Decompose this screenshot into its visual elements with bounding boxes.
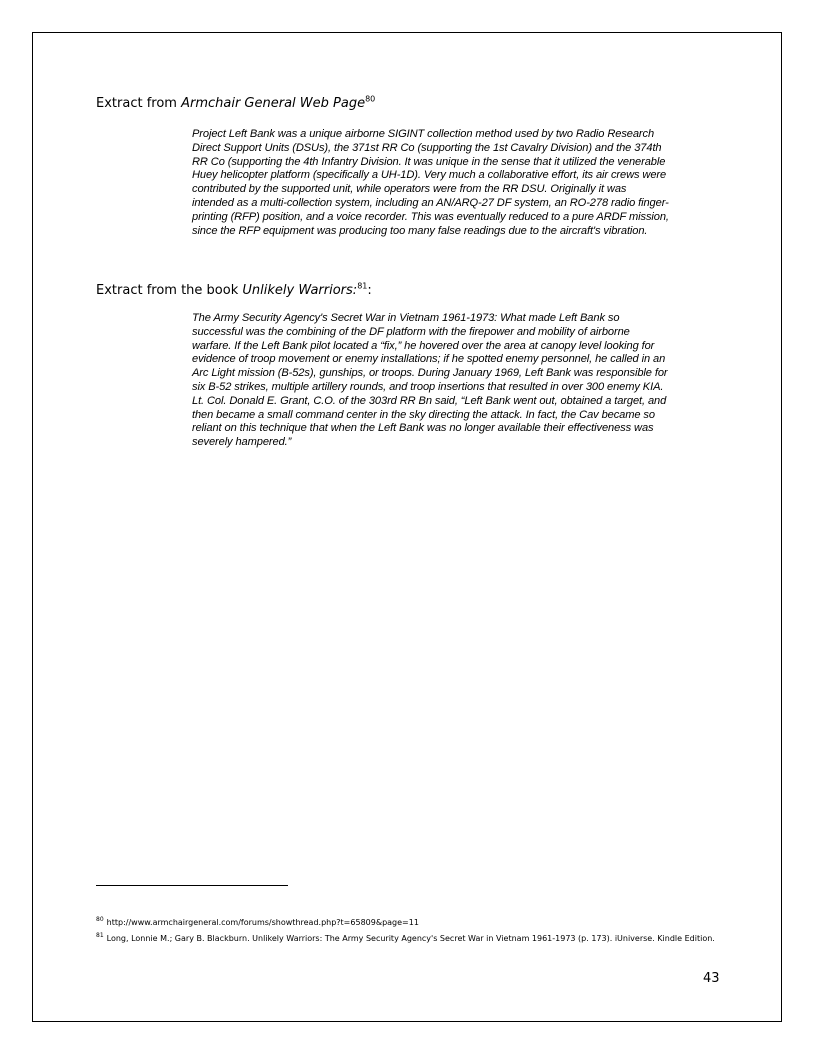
quote-line: RR Co (supporting the 4th Infantry Division. It was unique in the sense that it utilized the venerable [192,155,666,168]
quote-line: warfare. If the Left Bank pilot located a “fix,” he hovered over the area at canopy level looking for [192,339,655,352]
page-number: 43 [703,971,720,986]
block-quote-armchair-general [192,128,722,238]
footnote-ref: 80 [365,94,376,104]
quote-line: intended as a multi-collection system, including an AN/ARQ-27 DF system, an RO-278 radio finger- [192,196,669,209]
footnote-80 [96,915,726,931]
quote-line: six B-52 strikes, multiple artillery rounds, and troop insertions that resulted in over 300 enemy KIA. [192,380,664,393]
footnote-number: 81 [96,932,104,940]
quote-line: printing (RFP) position, and a voice recorder. This was eventually reduced to a pure ARDF mission, [192,210,669,223]
section-heading-armchair-general [96,96,375,112]
block-quote-unlikely-warriors [192,312,722,450]
footnote-81 [96,931,726,947]
quote-line: reliant on this technique that when the Left Bank was no longer available their effectiveness was [192,422,654,435]
heading-title: Unlikely Warriors: [242,283,358,298]
quote-line: Lt. Col. Donald E. Grant, C.O. of the 303rd RR Bn said, “Left Bank went out, obtained a target, and [192,394,667,407]
footnote-number: 80 [96,916,104,924]
quote-line: since the RFP equipment was producing too many false readings due to the aircraft's vibration. [192,224,648,237]
quote-line: successful was the combining of the DF platform with the firepower and mobility of airborne [192,325,630,338]
quote-line: Huey helicopter platform (specifically a UH-1D). Very much a collaborative effort, its air crews were [192,169,667,182]
heading-prefix: Extract from [96,96,182,111]
footnote-ref: 81 [357,281,368,291]
heading-suffix: : [367,283,372,298]
quote-line: then became a small command center in the sky directing the attack. In fact, the Cav became so [192,408,655,421]
quote-line: contributed by the supported unit, while operators were from the RR DSU. Originally it was [192,183,627,196]
quote-line: Arc Light mission (B-52s), gunships, or troops. During January 1969, Left Bank was responsible for [192,367,668,380]
quote-line: Direct Support Units (DSUs), the 371st RR Co (supporting the 1st Cavalry Division) and the 374th [192,141,662,154]
quote-line: evidence of troop movement or enemy installations; if he spotted enemy personnel, he called in an [192,353,666,366]
quote-line: The Army Security Agency's Secret War in Vietnam 1961-1973: What made Left Bank so [192,312,620,324]
footnote-text: Long, Lonnie M.; Gary B. Blackburn. Unlikely Warriors: The Army Security Agency's Secret War in Vietnam 1961-1973 (p. 173). iUniverse. Kindle Edition. [106,934,715,943]
footnote-separator [96,885,288,886]
footnote-url-link[interactable]: http://www.armchairgeneral.com/forums/showthread.php?t=65809&page=11 [106,918,419,927]
heading-prefix: Extract from the book [96,283,243,298]
heading-title: Armchair General Web Page [181,96,366,111]
quote-line: severely hampered.” [192,436,292,449]
quote-line: Project Left Bank was a unique airborne SIGINT collection method used by two Radio Research [192,128,655,140]
section-heading-unlikely-warriors [96,283,372,299]
footnotes [96,915,726,947]
